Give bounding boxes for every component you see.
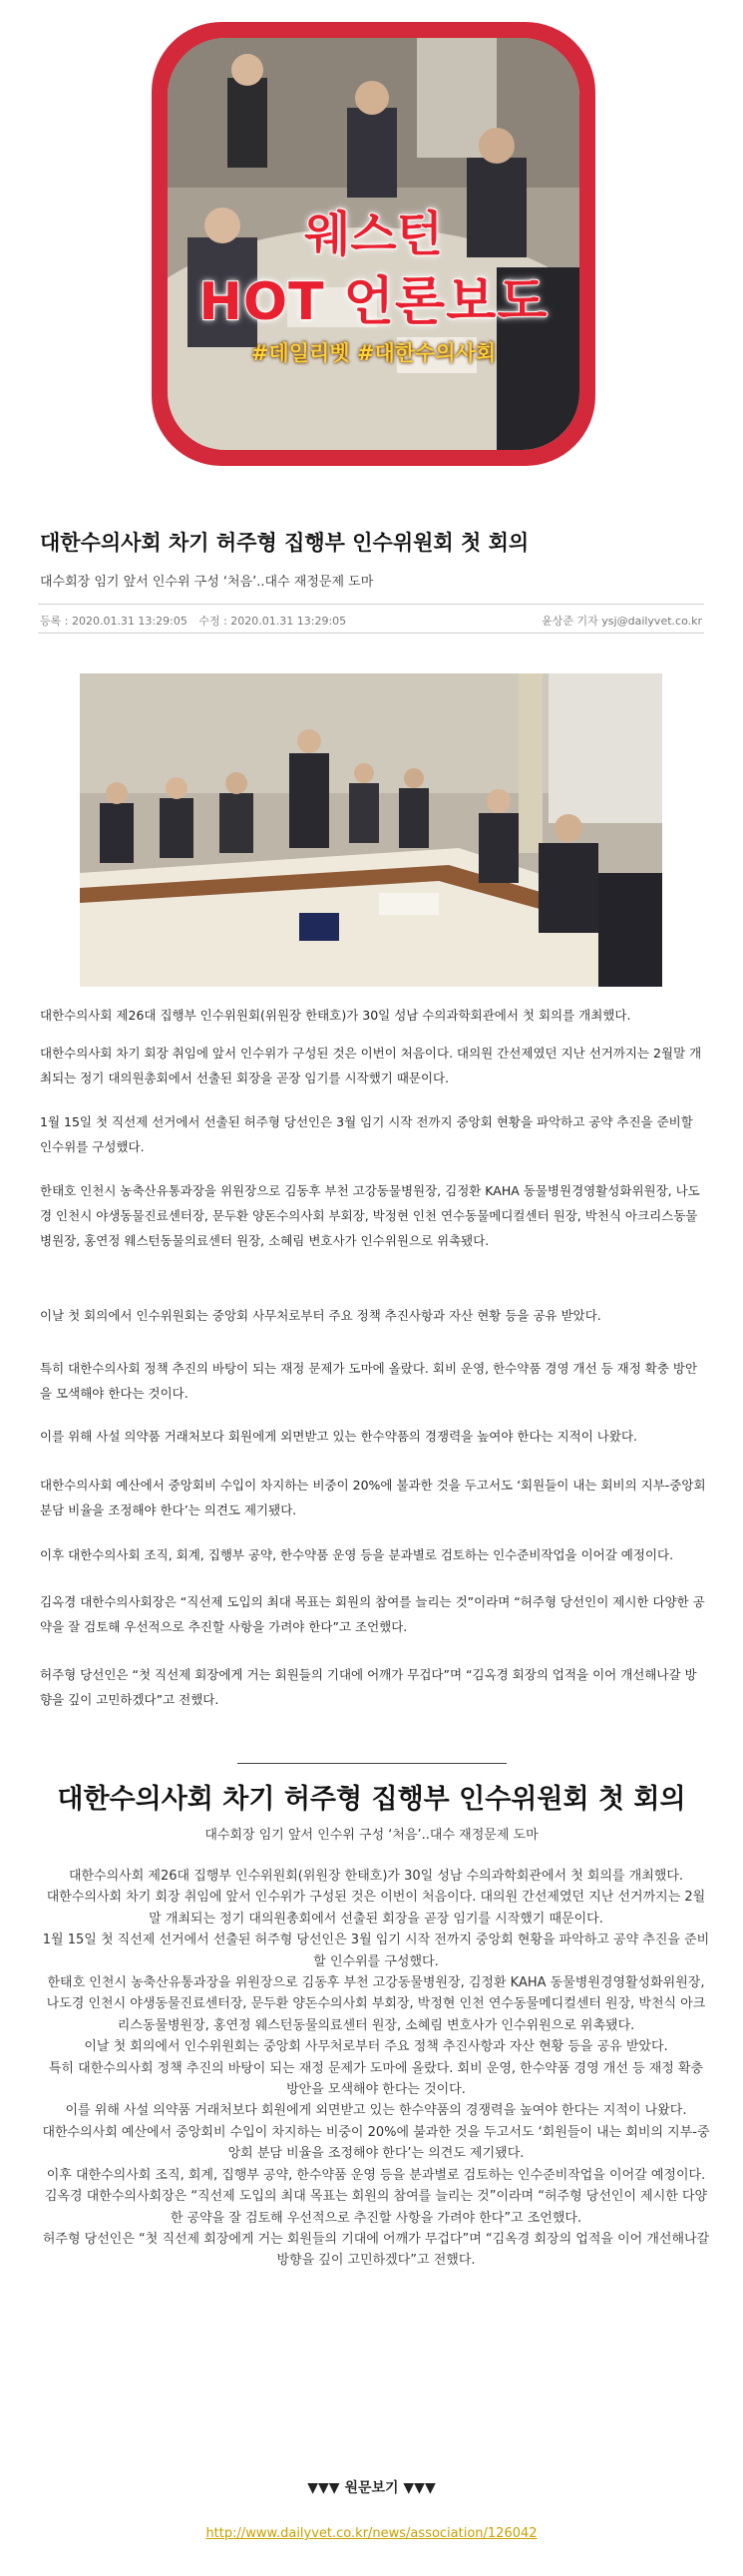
article-meta-bar — [38, 604, 704, 634]
article-paragraph: 특히 대한수의사회 정책 추진의 바탕이 되는 재정 문제가 도마에 올랐다. 회비 운영, 한수약품 경영 개선 등 재정 확충 방안을 모색해야 한다는 것이다. — [40, 1361, 698, 1401]
hot-news-banner — [152, 22, 595, 466]
article-subtitle: 대수회장 임기 앞서 인수위 구성 ‘처음’..대수 재정문제 도마 — [40, 575, 374, 590]
article-paragraph: 김옥경 대한수의사회장은 “직선제 도입의 최대 목표는 회원의 참여를 늘리는 것”이라며 “허주형 당선인이 제시한 다양한 공약을 잘 검토해 우선적으로 추진할 사항을 가려야 한다”고 조언했다. — [40, 1594, 705, 1634]
repost-paragraph: 이날 첫 회의에서 인수위원회는 중앙회 사무처로부터 주요 정책 추진사항과 자산 현황 등을 공유 받았다. — [84, 2039, 668, 2055]
article-meeting-photo — [80, 673, 662, 987]
repost-paragraph: 허주형 당선인은 “첫 직선제 회장에게 거는 회원들의 기대에 어깨가 무겁다”며 “김옥경 회장의 업적을 이어 개선해나갈 방향을 깊이 고민하겠다”고 전했다. — [42, 2231, 710, 2269]
repost-paragraph: 이를 위해 사설 의약품 거래처보다 회원에게 외면받고 있는 한수약품의 경쟁력을 높여야 한다는 지적이 나왔다. — [65, 2103, 687, 2119]
article-paragraph: 대한수의사회 예산에서 중앙회비 수입이 차지하는 비중이 20%에 불과한 것을 두고서도 ‘회원들이 내는 회비의 지부-중앙회 분담 비율을 조정해야 한다’는 의견도 제기됐다. — [40, 1478, 706, 1517]
article-paragraph: 1월 15일 첫 직선제 선거에서 선출된 허주형 당선인은 3월 임기 시작 전까지 중앙회 현황을 파악하고 공약 추진을 준비할 인수위를 구성했다. — [40, 1114, 693, 1154]
article-paragraph: 한태호 인천시 농축산유통과장을 위원장으로 김동후 부천 고강동물병원장, 김정환 KAHA 동물병원경영활성화위원장, 나도경 인천시 야생동물진료센터장, 문두환 양돈수의사회 부회장, 박정현 인천 연수동물메디컬센터 원장, 박천식 아크리스동물병원장, 홍연정 웨스턴동물의료센터 원장, 소혜림 변호사가 인수위원으로 위촉됐다. — [40, 1183, 700, 1248]
modified-date: 수정 : 2020.01.31 13:29:05 — [198, 615, 347, 628]
repost-subtitle: 대수회장 임기 앞서 인수위 구성 ‘처음’..대수 재정문제 도마 — [204, 1828, 539, 1843]
original-article-link[interactable]: http://www.dailyvet.co.kr/news/association/126042 — [205, 2526, 538, 2541]
article-paragraph: 이날 첫 회의에서 인수위원회는 중앙회 사무처로부터 주요 정책 추진사항과 자산 현황 등을 공유 받았다. — [40, 1308, 601, 1323]
banner-hashtags: #데일리벳 #대한수의사회 — [250, 341, 497, 365]
repost-title: 대한수의사회 차기 허주형 집행부 인수위원회 첫 회의 — [57, 1784, 686, 1815]
article-paragraph: 이를 위해 사설 의약품 거래처보다 회원에게 외면받고 있는 한수약품의 경쟁력을 높여야 한다는 지적이 나왔다. — [40, 1429, 638, 1444]
section-divider — [237, 1763, 507, 1764]
repost-paragraph: 대한수의사회 제26대 집행부 인수위원회(위원장 한태호)가 30일 성남 수의과학회관에서 첫 회의를 개최했다. — [68, 1869, 684, 1884]
article-paragraph: 대한수의사회 차기 회장 취임에 앞서 인수위가 구성된 것은 이번이 처음이다. 대의원 간선제였던 지난 선거까지는 2월말 개최되는 정기 대의원총회에서 선출된 회장을 곧장 임기를 시작했기 때문이다. — [40, 1046, 702, 1085]
repost-paragraph: 김옥경 대한수의사회장은 “직선제 도입의 최대 목표는 회원의 참여를 늘리는 것”이라며 “허주형 당선인이 제시한 다양한 공약을 잘 검토해 우선적으로 추진할 사항을 가려야 한다”고 조언했다. — [44, 2189, 708, 2226]
article-paragraph: 허주형 당선인은 “첫 직선제 회장에게 거는 회원들의 기대에 어깨가 무겁다”며 “김옥경 회장의 업적을 이어 개선해나갈 방향을 깊이 고민하겠다”고 전했다. — [40, 1667, 697, 1707]
repost-paragraph: 1월 15일 첫 직선제 선거에서 선출된 허주형 당선인은 3월 임기 시작 전까지 중앙회 현황을 파악하고 공약 추진을 준비할 인수위를 구성했다. — [42, 1932, 710, 1969]
repost-paragraph: 대한수의사회 차기 회장 취임에 앞서 인수위가 구성된 것은 이번이 처음이다. 대의원 간선제였던 지난 선거까지는 2월말 개최되는 정기 대의원총회에서 선출된 회장을 곧장 임기를 시작했기 때문이다. — [46, 1890, 706, 1927]
author-byline: 윤상준 기자 ysj@dailyvet.co.kr — [542, 615, 702, 628]
article-title: 대한수의사회 차기 허주형 집행부 인수위원회 첫 회의 — [40, 531, 530, 555]
article-paragraph: 대한수의사회 제26대 집행부 인수위원회(위원장 한태호)가 30일 성남 수의과학회관에서 첫 회의를 개최했다. — [40, 1008, 631, 1023]
repost-paragraph: 한태호 인천시 농축산유통과장을 위원장으로 김동후 부천 고강동물병원장, 김정환 KAHA 동물병원경영활성화위원장, 나도경 인천시 야생동물진료센터장, 문두환 양돈수의사회 부회장, 박정현 인천 연수동물메디컬센터 원장, 박천식 아크리스동물병원장, 홍연정 웨스턴동물의료센터 원장, 소혜림 변호사가 인수위원으로 위촉됐다. — [46, 1975, 706, 2033]
banner-title-company: 웨스턴 — [303, 207, 444, 262]
repost-body — [42, 1866, 710, 2272]
view-original-label: ▼▼▼ 원문보기 ▼▼▼ — [307, 2480, 436, 2496]
repost-paragraph: 대한수의사회 예산에서 중앙회비 수입이 차지하는 비중이 20%에 불과한 것을 두고서도 ‘회원들이 내는 회비의 지부-중앙회 분담 비율을 조정해야 한다’는 의견도 제기됐다. — [42, 2124, 710, 2162]
repost-paragraph: 특히 대한수의사회 정책 추진의 바탕이 되는 재정 문제가 도마에 올랐다. 회비 운영, 한수약품 경영 개선 등 재정 확충 방안을 모색해야 한다는 것이다. — [48, 2060, 704, 2098]
registered-date: 등록 : 2020.01.31 13:29:05 — [40, 615, 187, 628]
repost-paragraph: 이후 대한수의사회 조직, 회계, 집행부 공약, 한수약품 운영 등을 분과별로 검토하는 인수준비작업을 이어갈 예정이다. — [46, 2167, 706, 2183]
banner-meeting-photo — [168, 38, 579, 450]
banner-title-hot-news: HOT 언론보도 — [198, 272, 549, 332]
article-paragraph: 이후 대한수의사회 조직, 회계, 집행부 공약, 한수약품 운영 등을 분과별로 검토하는 인수준비작업을 이어갈 예정이다. — [40, 1547, 674, 1562]
